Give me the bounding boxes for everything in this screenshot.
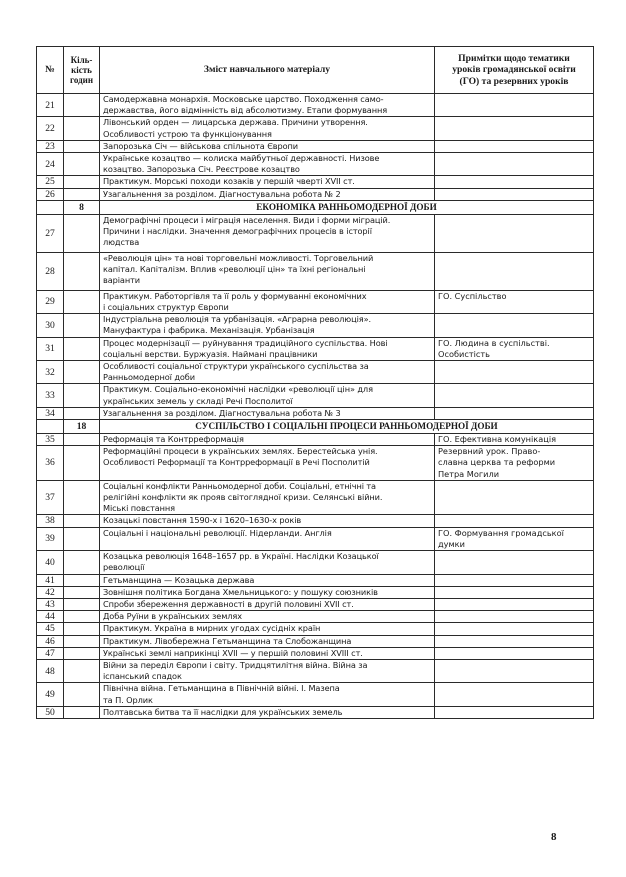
page-number: 8 xyxy=(551,831,557,843)
lesson-hours-cell xyxy=(64,683,100,706)
lesson-number: 47 xyxy=(37,647,64,659)
lesson-topic: Зовнішня політика Богдана Хмельницького: у пошуку союзників xyxy=(100,586,435,598)
lesson-note xyxy=(435,384,594,407)
lesson-hours-cell xyxy=(64,153,100,176)
lesson-note xyxy=(435,480,594,515)
lesson-note xyxy=(435,623,594,635)
lesson-number: 35 xyxy=(37,434,64,446)
lesson-number: 32 xyxy=(37,361,64,384)
lesson-number: 40 xyxy=(37,551,64,574)
lesson-note xyxy=(435,361,594,384)
lesson-hours-cell xyxy=(64,611,100,623)
table-body xyxy=(37,94,594,719)
lesson-note xyxy=(435,407,594,419)
lesson-note xyxy=(435,153,594,176)
lesson-topic: Узагальнення за розділом. Діагностувальна робота № 2 xyxy=(100,188,435,200)
section-hours: 8 xyxy=(64,200,100,214)
lesson-hours-cell xyxy=(64,574,100,586)
lesson-number: 49 xyxy=(37,683,64,706)
lesson-hours-cell xyxy=(64,117,100,140)
lesson-topic: Північна війна. Гетьманщина в Північній війні. І. Мазепа та П. Орлик xyxy=(100,683,435,706)
lesson-hours-cell xyxy=(64,290,100,313)
lesson-topic: Особливості соціальної структури українського суспільства за Ранньомодерної доби xyxy=(100,361,435,384)
lesson-note xyxy=(435,117,594,140)
lesson-row xyxy=(37,611,594,623)
lesson-row xyxy=(37,117,594,140)
lesson-hours-cell xyxy=(64,94,100,117)
lesson-hours-cell xyxy=(64,515,100,527)
lesson-number: 29 xyxy=(37,290,64,313)
lesson-hours-cell xyxy=(64,527,100,550)
lesson-hours-cell xyxy=(64,214,100,252)
lesson-note xyxy=(435,586,594,598)
lesson-row xyxy=(37,683,594,706)
lesson-topic: Гетьманщина — Козацька держава xyxy=(100,574,435,586)
lesson-number: 36 xyxy=(37,446,64,481)
lesson-topic: Практикум. Україна в мирних угодах сусідніх країн xyxy=(100,623,435,635)
lesson-note: ГО. Ефективна комунікація xyxy=(435,434,594,446)
lesson-topic: Демографічні процеси і міграція населення. Види і форми міграцій. Причини і наслідки. Значення демографічних процесів в історії людства xyxy=(100,214,435,252)
lesson-number: 45 xyxy=(37,623,64,635)
lesson-number: 27 xyxy=(37,214,64,252)
lesson-hours-cell xyxy=(64,706,100,718)
lesson-hours-cell xyxy=(64,623,100,635)
lesson-row xyxy=(37,176,594,188)
lesson-number: 39 xyxy=(37,527,64,550)
lesson-hours-cell xyxy=(64,188,100,200)
lesson-number: 46 xyxy=(37,635,64,647)
lesson-number: 31 xyxy=(37,337,64,360)
lesson-number: 38 xyxy=(37,515,64,527)
lesson-topic: Соціальні конфлікти Ранньомодерної доби. Соціальні, етнічні та релігійні конфлікти як прояв світоглядної кризи. Селянські війни. Міські повстання xyxy=(100,480,435,515)
lesson-number: 21 xyxy=(37,94,64,117)
lesson-topic: Індустріальна революція та урбанізація. «Аграрна революція». Мануфактура і фабрика. Механізація. Урбанізація xyxy=(100,314,435,337)
section-hours: 18 xyxy=(64,420,100,434)
lesson-note xyxy=(435,574,594,586)
lesson-note: ГО. Людина в суспільстві. Особистість xyxy=(435,337,594,360)
section-row xyxy=(37,420,594,434)
lesson-number: 37 xyxy=(37,480,64,515)
lesson-topic: «Революція цін» та нові торговельні можливості. Торговельний капітал. Капіталізм. Вплив «революції цін» та їхні регіональні варіанти xyxy=(100,252,435,290)
lesson-row xyxy=(37,337,594,360)
lesson-hours-cell xyxy=(64,446,100,481)
lesson-row xyxy=(37,598,594,610)
lesson-topic: Спроби збереження державності в другій половині XVII ст. xyxy=(100,598,435,610)
lesson-hours-cell xyxy=(64,337,100,360)
lesson-note: ГО. Суспільство xyxy=(435,290,594,313)
lesson-row xyxy=(37,407,594,419)
lesson-note xyxy=(435,598,594,610)
col-header-notes: Примітки щодо тематики уроків громадянської освіти (ГО) та резервних уроків xyxy=(435,47,594,94)
lesson-topic: Козацькі повстання 1590-х і 1620–1630-х років xyxy=(100,515,435,527)
lesson-row xyxy=(37,188,594,200)
lesson-hours-cell xyxy=(64,551,100,574)
lesson-number: 43 xyxy=(37,598,64,610)
lesson-note xyxy=(435,706,594,718)
lesson-note xyxy=(435,551,594,574)
lesson-note xyxy=(435,314,594,337)
lesson-note xyxy=(435,252,594,290)
lesson-number: 33 xyxy=(37,384,64,407)
lesson-topic: Запорозька Січ — військова спільнота Європи xyxy=(100,140,435,152)
lesson-hours-cell xyxy=(64,659,100,682)
lesson-number: 25 xyxy=(37,176,64,188)
lesson-row xyxy=(37,706,594,718)
lesson-hours-cell xyxy=(64,252,100,290)
lesson-note xyxy=(435,94,594,117)
lesson-row xyxy=(37,94,594,117)
lesson-hours-cell xyxy=(64,407,100,419)
lesson-note: ГО. Формування громадської думки xyxy=(435,527,594,550)
lesson-note xyxy=(435,647,594,659)
lesson-row xyxy=(37,574,594,586)
lesson-topic: Козацька революція 1648–1657 рр. в Україні. Наслідки Козацької революції xyxy=(100,551,435,574)
lesson-note xyxy=(435,176,594,188)
lesson-note xyxy=(435,515,594,527)
lesson-hours-cell xyxy=(64,647,100,659)
section-title: СУСПІЛЬСТВО І СОЦІАЛЬНІ ПРОЦЕСИ РАННЬОМОДЕРНОЇ ДОБИ xyxy=(100,420,594,434)
col-header-num: № xyxy=(37,47,64,94)
lesson-topic: Соціальні і національні революції. Нідерланди. Англія xyxy=(100,527,435,550)
lesson-note xyxy=(435,140,594,152)
lesson-hours-cell xyxy=(64,434,100,446)
lesson-note xyxy=(435,659,594,682)
lesson-topic: Самодержавна монархія. Московське царство. Походження само- державства, його відмінність від абсолютизму. Етапи формування xyxy=(100,94,435,117)
lesson-hours-cell xyxy=(64,480,100,515)
lesson-row xyxy=(37,659,594,682)
lesson-row xyxy=(37,361,594,384)
curriculum-table xyxy=(36,46,594,719)
lesson-row xyxy=(37,515,594,527)
section-title: ЕКОНОМІКА РАННЬОМОДЕРНОЇ ДОБИ xyxy=(100,200,594,214)
lesson-topic: Війни за переділ Європи і світу. Тридцятилітня війна. Війна за іспанський спадок xyxy=(100,659,435,682)
lesson-note: Резервний урок. Право- славна церква та реформи Петра Могили xyxy=(435,446,594,481)
lesson-number: 44 xyxy=(37,611,64,623)
lesson-topic: Українські землі наприкінці XVII — у першій половині XVIII ст. xyxy=(100,647,435,659)
lesson-topic: Лівонський орден — лицарська держава. Причини утворення. Особливості устрою та функціонування xyxy=(100,117,435,140)
lesson-row xyxy=(37,214,594,252)
lesson-note xyxy=(435,611,594,623)
lesson-number: 48 xyxy=(37,659,64,682)
lesson-topic: Процес модернізації — руйнування традиційного суспільства. Нові соціальні верстви. Буржуазія. Наймані працівники xyxy=(100,337,435,360)
lesson-number: 23 xyxy=(37,140,64,152)
table-header-row xyxy=(37,47,594,94)
lesson-hours-cell xyxy=(64,598,100,610)
lesson-topic: Практикум. Соціально-економічні наслідки «революції цін» для українських земель у складі Речі Посполитої xyxy=(100,384,435,407)
lesson-topic: Практикум. Работоргівля та її роль у формуванні економічних і соціальних структур Європи xyxy=(100,290,435,313)
lesson-row xyxy=(37,434,594,446)
lesson-number: 24 xyxy=(37,153,64,176)
lesson-number: 26 xyxy=(37,188,64,200)
lesson-row xyxy=(37,551,594,574)
lesson-row xyxy=(37,480,594,515)
lesson-note xyxy=(435,214,594,252)
lesson-number: 30 xyxy=(37,314,64,337)
lesson-topic: Українське козацтво — колиска майбутньої державності. Низове козацтво. Запорозька Січ. Реєстрове козацтво xyxy=(100,153,435,176)
lesson-row xyxy=(37,527,594,550)
lesson-number: 28 xyxy=(37,252,64,290)
lesson-number: 41 xyxy=(37,574,64,586)
lesson-hours-cell xyxy=(64,314,100,337)
lesson-row xyxy=(37,252,594,290)
lesson-topic: Реформація та Контрреформація xyxy=(100,434,435,446)
lesson-row xyxy=(37,623,594,635)
lesson-row xyxy=(37,446,594,481)
lesson-note xyxy=(435,635,594,647)
lesson-note xyxy=(435,683,594,706)
lesson-topic: Практикум. Лівобережна Гетьманщина та Слобожанщина xyxy=(100,635,435,647)
lesson-topic: Полтавська битва та її наслідки для українських земель xyxy=(100,706,435,718)
lesson-row xyxy=(37,314,594,337)
lesson-topic: Узагальнення за розділом. Діагностувальна робота № 3 xyxy=(100,407,435,419)
col-header-content: Зміст навчального матеріалу xyxy=(100,47,435,94)
lesson-number: 50 xyxy=(37,706,64,718)
lesson-hours-cell xyxy=(64,635,100,647)
lesson-number: 34 xyxy=(37,407,64,419)
lesson-row xyxy=(37,586,594,598)
section-num-cell xyxy=(37,420,64,434)
lesson-hours-cell xyxy=(64,176,100,188)
lesson-row xyxy=(37,290,594,313)
col-header-hours: Кіль- кість годин xyxy=(64,47,100,94)
lesson-topic: Доба Руїни в українських землях xyxy=(100,611,435,623)
lesson-hours-cell xyxy=(64,361,100,384)
lesson-hours-cell xyxy=(64,586,100,598)
lesson-row xyxy=(37,384,594,407)
section-num-cell xyxy=(37,200,64,214)
lesson-topic: Реформаційні процеси в українських землях. Берестейська унія. Особливості Реформації та Контрреформації в Речі Посполитій xyxy=(100,446,435,481)
lesson-number: 42 xyxy=(37,586,64,598)
lesson-row xyxy=(37,647,594,659)
lesson-hours-cell xyxy=(64,384,100,407)
lesson-row xyxy=(37,635,594,647)
lesson-hours-cell xyxy=(64,140,100,152)
lesson-row xyxy=(37,153,594,176)
lesson-note xyxy=(435,188,594,200)
lesson-topic: Практикум. Морські походи козаків у першій чверті XVII ст. xyxy=(100,176,435,188)
section-row xyxy=(37,200,594,214)
lesson-row xyxy=(37,140,594,152)
lesson-number: 22 xyxy=(37,117,64,140)
